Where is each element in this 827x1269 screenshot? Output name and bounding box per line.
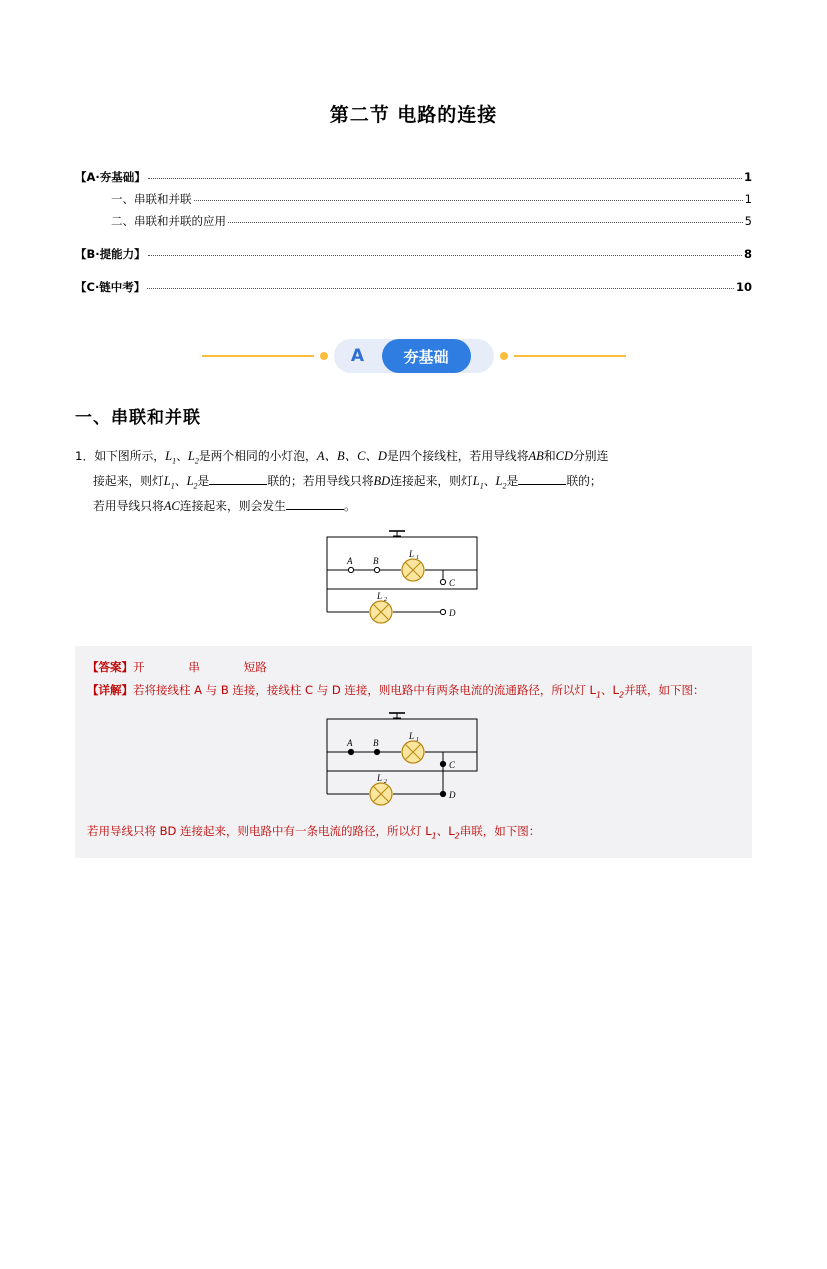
circuit-diagram-parallel-solution — [309, 709, 519, 814]
question-text-k: 连接起来，则灯 — [390, 474, 473, 489]
toc-leader — [194, 191, 743, 201]
question-text-h: 、 — [174, 474, 187, 489]
svg-text:L: L — [376, 772, 382, 783]
symbol-CD: CD — [555, 449, 573, 463]
svg-text:1: 1 — [415, 736, 419, 743]
detail-sub-1: 1 — [595, 689, 602, 699]
svg-text:L: L — [376, 590, 382, 601]
question-text-i: 是 — [197, 474, 210, 489]
svg-text:A: A — [346, 737, 352, 748]
toc-leader — [148, 246, 742, 256]
toc-leader — [148, 169, 742, 179]
svg-text:A: A — [346, 555, 352, 566]
question-number: 1． — [75, 449, 95, 463]
answer-blank-1[interactable] — [209, 472, 267, 485]
symbol-AB: AB — [528, 449, 544, 463]
answer-values: 开 串 短路 — [133, 659, 267, 674]
toc-entry-label: 一、串联和并联 — [111, 192, 192, 206]
svg-text:2: 2 — [383, 596, 387, 603]
svg-text:L: L — [408, 548, 414, 559]
symbol-L2-c: $L_2$ — [495, 474, 507, 491]
toc-entry-page: 5 — [744, 214, 752, 228]
banner-dot-right — [500, 352, 508, 360]
question-text-e: 和 — [543, 449, 556, 463]
toc-entry-page: 1 — [743, 170, 752, 184]
question-text-p: 连接起来，则会发生 — [179, 499, 286, 514]
question-text-o: 若用导线只将 — [93, 499, 164, 514]
section-heading: 一、串联和并联 — [75, 408, 201, 428]
detail-text-1: 若将接线柱 A 与 B 连接，接线柱 C 与 D 连接，则电路中有两条电流的流通路径，所以灯 L — [133, 682, 596, 697]
document-page — [0, 100, 827, 1269]
toc-entry[interactable] — [75, 169, 752, 185]
symbol-points: A、B、C、D — [316, 449, 387, 463]
symbol-AC: AC — [163, 499, 180, 514]
banner-dot-left — [320, 352, 328, 360]
detail-text-end: 并联，如下图： — [624, 682, 705, 697]
question-text-b: 、 — [176, 449, 188, 463]
toc-entry-page: 10 — [735, 280, 752, 294]
answer-tag: 【答案】 — [87, 659, 133, 674]
answer-blank-2[interactable] — [518, 472, 566, 485]
answer-block — [75, 646, 752, 859]
detail-sub-2: 2 — [618, 689, 625, 699]
svg-text:D: D — [448, 789, 455, 800]
question-1 — [75, 444, 752, 519]
detail-text-mid: 、 — [601, 682, 613, 697]
page-title: 第二节 电路的连接 — [329, 104, 498, 126]
symbol-L2-b: $L_2$ — [186, 474, 198, 491]
toc-entry[interactable] — [75, 213, 752, 229]
detail-tag: 【详解】 — [87, 682, 133, 697]
banner-line-right — [514, 355, 626, 357]
answer-detail-1 — [87, 679, 740, 703]
symbol-L1-b: $L_1$ — [163, 474, 175, 491]
svg-text:D: D — [448, 607, 455, 618]
toc-entry-page: 8 — [743, 247, 752, 261]
banner-line-left — [202, 355, 314, 357]
svg-text:B: B — [372, 555, 378, 566]
banner-letter: A — [350, 346, 365, 366]
symbol-L2: $L_2$ — [187, 449, 199, 466]
question-text-j: 联的；若用导线只将 — [267, 474, 374, 489]
question-text-q: 。 — [343, 499, 356, 514]
svg-text:C: C — [448, 577, 455, 588]
question-text-n: 联的； — [566, 474, 602, 489]
banner-text: 夯基础 — [382, 339, 471, 373]
answer-detail-2 — [87, 820, 740, 844]
answer-line — [87, 656, 740, 679]
question-text-g: 接起来，则灯 — [93, 474, 164, 489]
symbol-L1-c: $L_1$ — [472, 474, 484, 491]
question-text-d: 是四个接线柱，若用导线将 — [386, 449, 529, 463]
detail-text-2mid: 、L — [436, 823, 455, 838]
toc-entry-label: 【B·提能力】 — [75, 247, 146, 261]
banner-pill — [334, 339, 494, 373]
svg-text:C: C — [448, 759, 455, 770]
svg-text:L: L — [408, 730, 414, 741]
toc-entry-label: 【C·链中考】 — [75, 280, 146, 294]
answer-blank-3[interactable] — [286, 497, 344, 510]
detail-text-L2: L — [612, 682, 619, 697]
toc-entry-label: 【A·夯基础】 — [75, 170, 146, 184]
detail-sub-3: 1 — [431, 831, 437, 841]
symbol-BD: BD — [373, 474, 391, 489]
circuit-diagram-parallel — [309, 527, 519, 632]
table-of-contents — [75, 169, 752, 295]
circuit-figure-1 — [75, 527, 752, 632]
svg-text:B: B — [372, 737, 378, 748]
toc-leader — [228, 213, 743, 223]
toc-leader — [147, 279, 734, 289]
detail-text-2a: 若用导线只将 BD 连接起来，则电路中有一条电流的路径，所以灯 L — [87, 823, 432, 838]
question-text-f: 分别连 — [573, 449, 609, 463]
question-text-m: 是 — [506, 474, 519, 489]
toc-entry[interactable] — [75, 191, 752, 207]
toc-entry[interactable] — [75, 246, 752, 262]
svg-text:1: 1 — [415, 554, 419, 561]
toc-entry-label: 二、串联和并联的应用 — [111, 214, 226, 228]
detail-text-2end: 串联，如下图： — [459, 823, 541, 838]
toc-entry[interactable] — [75, 279, 752, 295]
circuit-figure-2 — [87, 709, 740, 814]
svg-text:2: 2 — [383, 778, 387, 785]
question-text-c: 是两个相同的小灯泡， — [198, 449, 317, 463]
question-text-a: 如下图所示， — [94, 449, 166, 463]
toc-entry-page: 1 — [744, 192, 752, 206]
detail-sub-4: 2 — [454, 831, 460, 841]
question-text-l: 、 — [483, 474, 496, 489]
section-banner — [75, 339, 752, 373]
symbol-L1: $L_1$ — [165, 449, 177, 466]
